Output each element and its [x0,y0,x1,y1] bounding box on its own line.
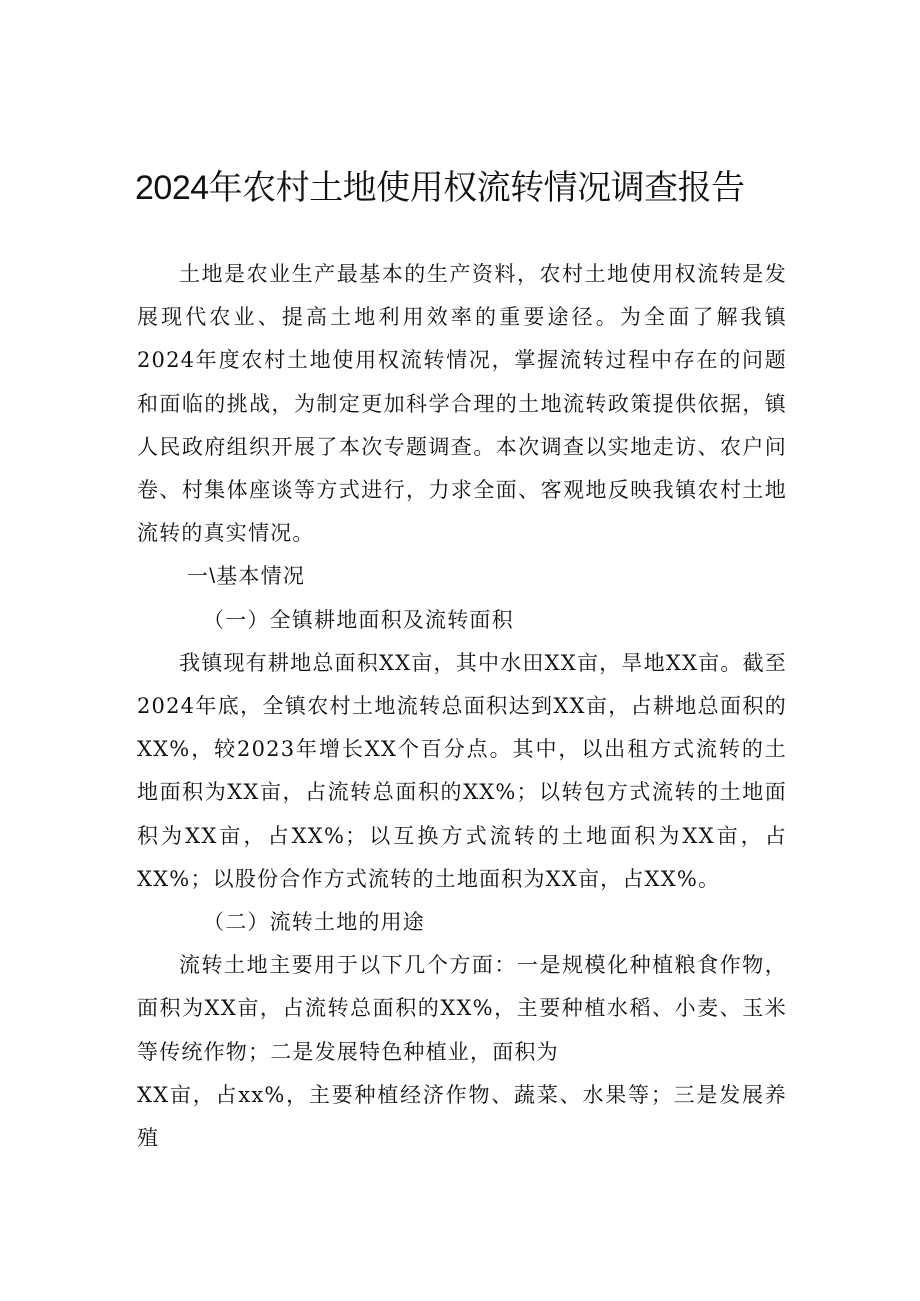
section-heading-basic-situation: 一\基本情况 [187,565,306,589]
intro-paragraph: 土地是农业生产最基本的生产资料，农村土地使用权流转是发展现代农业、提高土地利用效率的重要途径。为全面了解我镇2024年度农村土地使用权流转情况，掌握流转过程中存在的问题和面临的挑战，为制定更加科学合理的土地流转政策提供依据，镇人民政府组织开展了本次专题调查。本次调查以实地走访、农户问卷、村集体座谈等方式进行，力求全面、客观地反映我镇农村土地流转的真实情况。 [137,262,787,546]
document-title: 2024年农村土地使用权流转情况调查报告 [135,169,745,207]
land-use-paragraph-continued: XX亩，占xx%，主要种植经济作物、蔬菜、水果等；三是发展养殖 [137,1082,787,1151]
subsection-heading-land-use: （二）流转土地的用途 [203,910,425,935]
farmland-area-paragraph: 我镇现有耕地总面积XX亩，其中水田XX亩，旱地XX亩。截至2024年底，全镇农村土地流转总面积达到XX亩，占耕地总面积的XX%，较2023年增长XX个百分点。其中，以出租方式流转的土地面积为XX亩，占流转总面积的XX%；以转包方式流转的土地面积为XX亩，占XX%；以互换方式流转的土地面积为XX亩，占XX%；以股份合作方式流转的土地面积为XX亩，占XX%。 [137,650,787,891]
subsection-heading-farmland-area: （一）全镇耕地面积及流转面积 [203,607,514,632]
land-use-paragraph: 流转土地主要用于以下几个方面：一是规模化种植粮食作物，面积为XX亩，占流转总面积的XX%，主要种植水稻、小麦、玉米等传统作物；二是发展特色种植业，面积为 [137,953,787,1064]
document-body [137,253,787,1160]
